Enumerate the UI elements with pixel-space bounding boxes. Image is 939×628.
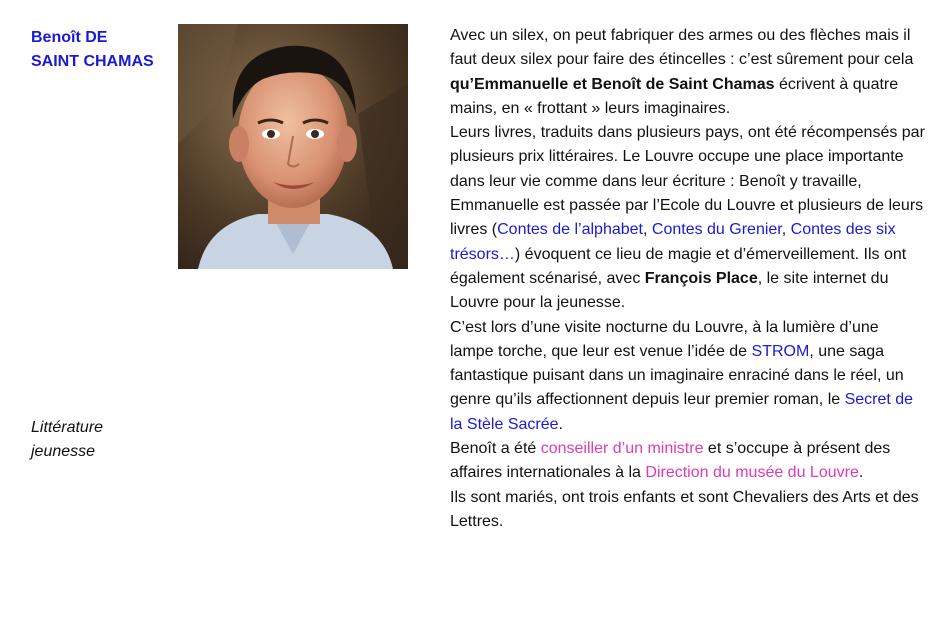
bio-paragraph-1 [450, 24, 926, 121]
bio-text: Avec un silex, on peut fabriquer des armes ou des flèches mais il faut deux silex pour faire des étincelles : c’est sûrement pour cela [450, 27, 914, 69]
bio-text: . [558, 415, 563, 433]
bio-paragraph-3 [450, 316, 926, 437]
link-secret-stele-sacree[interactable]: Secret de la Stèle Sacrée [450, 391, 914, 433]
genre-line2: jeunesse [31, 443, 96, 460]
bio-text: , [643, 221, 652, 239]
biography [450, 24, 926, 534]
bio-authors-bold: qu’Emmanuelle et Benoît de Saint Chamas [450, 75, 775, 93]
bio-francois-place-bold: François Place [644, 269, 758, 287]
bio-text: ) évoquent ce lieu de magie et d’émerveillement. Ils ont également scénarisé, avec [450, 245, 907, 287]
bio-text: , une saga fantastique puisant dans un imaginaire enraciné dans le réel, un genre qu’ils affectionnent depuis leur premier roman, le [450, 342, 904, 409]
bio-text: . [858, 464, 864, 482]
link-contes-six-tresors[interactable]: Contes des six trésors… [450, 221, 896, 263]
bio-paragraph-5: Ils sont mariés, ont trois enfants et sont Chevaliers des Arts et des Lettres. [450, 488, 919, 530]
author-photo [178, 24, 408, 269]
bio-text: et s’occupe à présent des affaires internationales à la [450, 440, 891, 482]
link-strom[interactable]: STROM [751, 342, 810, 360]
author-name [31, 26, 171, 74]
bio-text: Leurs livres, traduits dans plusieurs pays, ont été récompensés par plusieurs prix littéraires. Le Louvre occupe une place importante dans leur vie comme dans leur écriture : Benoît y travaille, Emmanuelle est passée par l’Ecole du Louvre et plusieurs de leurs livres ( [450, 124, 925, 239]
bio-text: , [781, 221, 791, 239]
link-conseiller-ministre[interactable]: conseiller d’un ministre [540, 440, 704, 458]
bio-paragraph-2 [450, 121, 926, 315]
link-contes-grenier[interactable]: Contes du Grenier [651, 221, 782, 239]
link-direction-musee-louvre[interactable]: Direction du musée du Louvre [645, 464, 859, 482]
bio-text: écrivent à quatre mains, en « frottant » leurs imaginaires. [450, 75, 899, 117]
author-name-line2: SAINT CHAMAS [31, 53, 154, 70]
author-portrait-icon [178, 24, 408, 269]
bio-text: Benoît a été [450, 440, 541, 458]
link-contes-alphabet[interactable]: Contes de l’alphabet [497, 221, 643, 239]
bio-paragraph-4 [450, 437, 926, 486]
bio-text: C’est lors d’une visite nocturne du Louvre, à la lumière d’une lampe torche, que leur est venue l’idée de [450, 318, 879, 360]
genre-label [31, 416, 171, 464]
genre-line1: Littérature [31, 419, 104, 436]
author-name-line1: Benoît DE [31, 29, 108, 46]
bio-text: , le site internet du Louvre pour la jeunesse. [450, 269, 889, 312]
